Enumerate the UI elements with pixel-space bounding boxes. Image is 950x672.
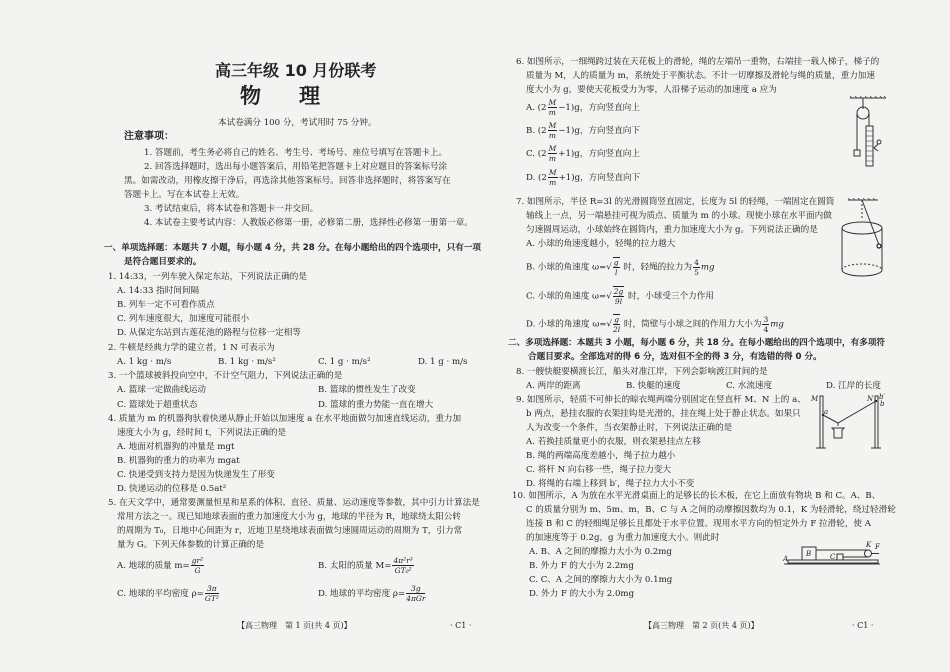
question-3-stem: 3. 一个篮球被斜投向空中，不计空气阻力，下列说法正确的是 [108,371,343,381]
svg-text:b′: b′ [879,393,885,401]
question-4-stem: 4. 质量为 m 的机器狗驮着快递从静止开始以加速度 a 在水平地面做匀加速直线运动，重力加 [108,414,462,424]
svg-text:N: N [867,395,874,403]
option: C. 篮球处于超重状态 [117,400,198,410]
option: B. 绳的两端高度差越小，绳子拉力越小 [526,451,676,461]
section-heading: 一、单项选择题：本题共 7 小题，每小题 4 分，共 28 分。在每小题给出的四个选项中，只有一项 [104,243,482,253]
page-footer: 【高三物理 第 1 页(共 4 页)】 [237,621,352,630]
notice-line: 2. 回答选择题时，选出每小题答案后，用铅笔把答题卡上对应题目的答案标号涂 [144,162,448,172]
clothesline-figure [810,392,885,452]
option: B. 机器狗的重力的功率为 mgat [117,456,240,466]
option: D. (2 $\frac{M}{m}$ +1)g，方向竖直向下 [526,168,641,187]
exam-title: 高三年级 10 月份联考 [215,61,377,80]
option: B. 小球的角速度 ω=√ $\frac{g}{l}$ 时，轻绳的拉力为 $\frac{4}{5}$ mg [526,257,715,277]
option: B. 1 kg · m/s² [218,357,276,367]
option: C. 快递受到支持力是因为快递发生了形变 [117,470,275,480]
option: C. 水流速度 [726,381,773,391]
question-5-stem: 常用方法之一。现已知地球表面的重力加速度大小为 g，地球的半径为 R，地球绕太阳公转 [117,512,461,522]
option: B. 快艇的速度 [626,381,681,391]
cylinder-figure [840,198,885,280]
pulley-ladder-figure [848,95,888,170]
option: D. 将绳的右端上移到 b′，绳子拉力大小不变 [526,479,695,489]
question-10-stem: C 的质量分别为 m、5m、m，B、C 与 A 之间的动摩擦因数均为 0.1，K 为轻滑轮，绕过轻滑轮 [526,505,896,515]
option: A. 若换挂质量更小的衣服，则衣架悬挂点左移 [526,437,701,447]
option: D. 江岸的长度 [826,381,882,391]
option: B. 外力 F 的大小为 2.2mg [529,561,634,571]
question-7-stem: 轴线上一点，另一端悬挂可视为质点、质量为 m 的小球。现使小球在水平面内做 [526,211,832,221]
question-7-stem: 匀速圆周运动，小球始终在圆筒内，重力加速度大小为 g。下列说法正确的是 [526,225,818,235]
question-1-stem: 1. 14:33，一列车驶入保定东站，下列说法正确的是 [108,272,307,282]
option: D. 地球的平均密度 ρ= $\frac{3g}{\text{4πGr}}$ [318,584,426,603]
option: D. 1 g · m/s [418,357,468,367]
option: A. 14:33 指时间间隔 [117,286,200,296]
option: A. B、A 之间的摩擦力大小为 0.2mg [529,547,672,557]
svg-text:M: M [811,395,819,403]
question-6-stem: 质量为 M，人的质量为 m，系统处于平衡状态。不计一切摩擦及滑轮与绳的质量，重力加速 [526,71,875,81]
option: D. 篮球的重力势能一直在增大 [318,400,434,410]
svg-text:K: K [866,541,872,549]
svg-text:F: F [875,543,880,551]
option: A. 篮球一定做曲线运动 [117,385,207,395]
option: B. 列车一定不可看作质点 [117,300,215,310]
notice-line: 黑。如需改动，用橡皮擦干净后，再选涂其他答案标号。回答非选择题时，将答案写在 [124,176,451,186]
option: A. 1 kg · m/s [117,357,172,367]
option: D. 小球的角速度 ω=√ $\frac{g}{2l}$ 时，筒壁与小球之间的作用力大小为 $\frac{3}{4}$ mg [526,314,784,334]
option: C. 地球的平均密度 ρ= $\frac{3\pi}{\text{GT²}}$ [117,584,219,603]
option: B. (2 $\frac{M}{m}$ −1)g，方向竖直向下 [526,121,640,140]
option: C. 列车速度很大，加速度可能很小 [117,314,250,324]
svg-text:b: b [880,400,885,408]
page-code: · C1 · [852,621,874,630]
question-10-stem: 的加速度等于 0.2g，g 为重力加速度大小。则此时 [526,533,720,543]
section-heading: 是符合题目要求的。 [124,257,202,267]
notice-line: 1. 答题前，考生务必将自己的姓名、考生号、考场号、座位号填写在答题卡上。 [144,148,448,158]
option: C. 1 g · m/s² [318,357,371,367]
score-line: 本试卷满分 100 分，考试用时 75 分钟。 [218,118,377,128]
option: A. 小球的角速度越小，轻绳的拉力越大 [526,239,676,249]
svg-text:B: B [806,550,812,558]
question-10-stem: 10. 如图所示，A 为放在水平光滑桌面上的足够长的长木板，在它上面放有物块 B 和 C。A、B、 [512,491,881,501]
page-footer: 【高三物理 第 2 页(共 4 页)】 [644,621,759,630]
svg-text:a: a [824,408,829,416]
question-10-stem: 连接 B 和 C 的轻细绳足够长且都处于水平位置。现用水平方向的恒定外力 F 拉滑轮，使 A [526,519,871,529]
section-heading: 合题目要求。全部选对的得 6 分，选对但不全的得 3 分，有选错的得 0 分。 [528,352,822,362]
question-9-stem: b 两点，悬挂衣服的衣架挂钩是光滑的，挂在绳上处于静止状态。如果只 [526,409,801,419]
option: C. 将杆 N 向右移一些，绳子拉力变大 [526,465,672,475]
question-9-stem: 9. 如图所示，轻质不可伸长的晾衣绳两端分别固定在竖直杆 M、N 上的 a、 [516,395,806,405]
option: B. 篮球的惯性发生了改变 [318,385,416,395]
question-5-stem: 的周期为 T₀，日地中心间距为 r，近地卫星绕地球表面做匀速圆周运动的周期为 T，引力常 [117,526,463,536]
option: D. 快递运动的位移是 0.5at² [117,484,227,494]
option: D. 外力 F 的大小为 2.0mg [529,589,635,599]
blocks-figure [782,540,882,568]
question-5-stem: 量为 G。下列天体参数的计算正确的是 [117,540,265,550]
option: C. 小球的角速度 ω=√ $\frac{2g}{9l}$ 时，小球受三个力作用 [526,287,714,306]
option: A. (2 $\frac{M}{m}$ −1)g，方向竖直向上 [526,98,640,117]
option: D. 从保定东站到古莲花池的路程与位移一定相等 [117,328,301,338]
page-code: · C1 · [450,621,472,630]
question-7-stem: 7. 如图所示，半径 R=3l 的光滑圆筒竖直固定，长度为 5l 的轻绳，一端固定在圆筒 [516,197,835,207]
notice-line: 3. 考试结束后，将本试卷和答题卡一并交回。 [144,204,319,214]
question-6-stem: 6. 如图所示，一细绳跨过装在天花板上的滑轮，绳的左端吊一重物，右端挂一载人梯子，梯子的 [516,57,880,67]
notice-line: 答题卡上。写在本试卷上无效。 [124,190,245,200]
notice-line: 4. 本试卷主要考试内容：人教版必修第一册，必修第二册，选择性必修第一册第一章。 [144,218,473,228]
question-9-stem: 人为改变一个条件，当衣架静止时，下列说法正确的是 [526,423,733,433]
option: A. 地球的质量 m= $\frac{\text{gr²}}{G}$ [117,556,204,575]
svg-text:A: A [783,555,789,563]
question-4-stem: 速度大小为 g，经时间 t，下列说法正确的是 [117,428,287,438]
svg-text:C: C [830,553,836,561]
question-6-stem: 度大小为 g，要使天花板受力为零，人沿梯子运动的加速度 a 应为 [526,85,777,95]
subject-title: 物理 [240,84,358,108]
question-5-stem: 5. 在天文学中，通常要测量恒星和星系的体积、直径、质量、运动速度等参数，其中引力计算法是 [108,498,480,508]
option: B. 太阳的质量 M= $\frac{\text{4π²r³}}{\text{GT₀²}}$ [318,556,413,575]
notice-title: 注意事项： [124,131,174,142]
option: A. 两岸的距离 [526,381,581,391]
question-8-stem: 8. 一艘快艇要横渡长江，船头对准江岸，下列会影响渡江时间的是 [516,367,768,377]
option: C. (2 $\frac{M}{m}$ +1)g，方向竖直向上 [526,144,640,163]
option: C. C、A 之间的摩擦力大小为 0.1mg [529,575,673,585]
option: A. 地面对机器狗的冲量是 mgt [117,442,235,452]
question-2-stem: 2. 牛顿是经典力学的建立者，1 N 可表示为 [108,343,275,353]
section-heading: 二、多项选择题：本题共 3 小题，每小题 6 分，共 18 分。在每小题给出的四个选项中，有多项符 [508,338,886,348]
